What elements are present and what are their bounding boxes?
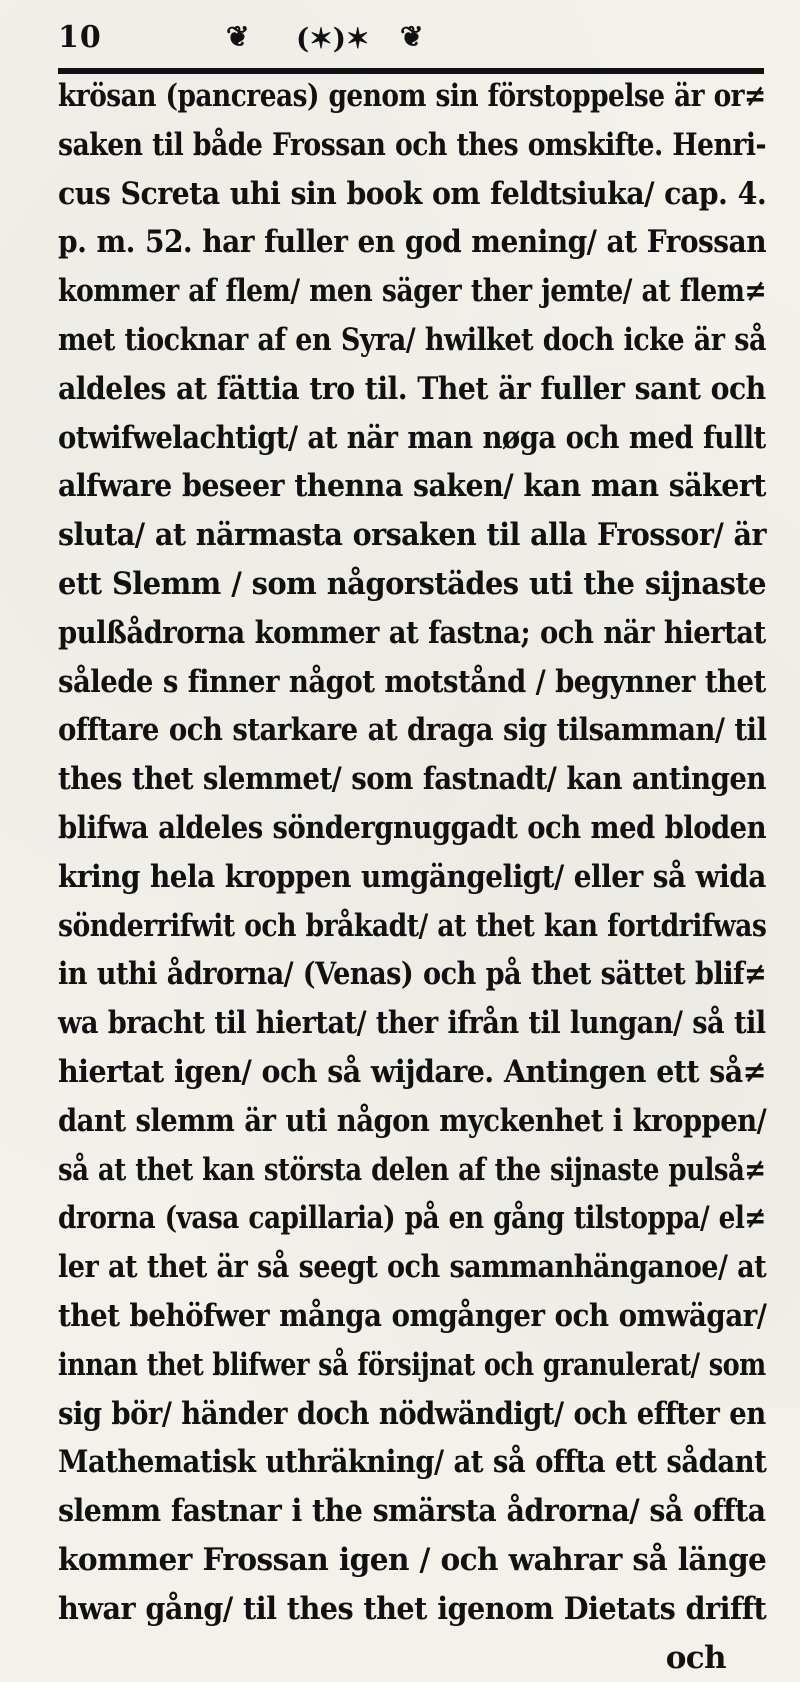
- text-line: sig bör/ händer doch nödwändigt/ och effter en: [58, 1390, 685, 1439]
- text-line: in uthi ådrorna/ (Venas) och på thet sättet blif≠: [58, 950, 678, 999]
- text-line: innan thet blifwer så försijnat och granulerat/ som: [58, 1341, 642, 1390]
- text-line: thet behöfwer många omgånger och omwägar/: [58, 1292, 693, 1341]
- text-line: thes thet slemmet/ som fastnadt/ kan antingen: [58, 755, 689, 804]
- text-line: sönderrifwit och bråkadt/ at thet kan fortdrifwas: [58, 902, 666, 951]
- text-line: sålede s finner något motstånd / begynner thet: [58, 658, 687, 707]
- text-line: otwifwelachtigt/ at när man nøga och med fullt: [58, 414, 685, 463]
- text-line: drorna (vasa capillaria) på en gång tilstoppa/ el≠: [58, 1194, 661, 1243]
- text-line: hwar gång/ til thes thet igenom Dietats drifft: [58, 1585, 713, 1634]
- running-head-ornament: (✶)✶: [296, 22, 369, 55]
- text-line: alfware beseer thenna saken/ kan man säkert: [58, 462, 708, 511]
- text-line: blifwa aldeles söndergnuggadt och med bloden: [58, 804, 685, 853]
- text-line: ett Slemm / som någorstädes uti the sijnaste: [58, 560, 719, 609]
- text-line: dant slemm är uti någon myckenhet i kroppen/: [58, 1097, 685, 1146]
- text-line: cus Screta uhi sin book om feldtsiuka/ cap. 4.: [58, 170, 706, 219]
- text-line: krösan (pancreas) genom sin förstoppelse är or≠: [58, 72, 661, 121]
- fleuron-ornament-left: ❦: [226, 20, 249, 53]
- text-line: kring hela kroppen umgängeligt/ eller så wida: [58, 853, 697, 902]
- fleuron-ornament-right: ❦: [400, 20, 423, 53]
- text-line: aldeles at fättia tro til. Thet är fuller sant och: [58, 365, 705, 414]
- text-line: ler at thet är så seegt och sammanhänganoe/ at: [58, 1243, 677, 1292]
- catchword: och: [58, 1634, 766, 1682]
- page-number: 10: [58, 20, 102, 55]
- text-line: hiertat igen/ och så wijdare. Antingen ett så≠: [58, 1048, 709, 1097]
- text-line: wa bracht til hiertat/ ther ifrån til lungan/ så til: [58, 999, 679, 1048]
- text-line: så at thet kan största delen af the sijnaste pulså≠: [58, 1146, 653, 1195]
- text-line: saken til både Frossan och thes omskifte. Henri-: [58, 121, 667, 170]
- text-line: slemm fastnar i the smärsta ådrorna/ så offta: [58, 1487, 709, 1536]
- text-line: Mathematisk uthräkning/ at så offta ett sådant: [58, 1438, 687, 1487]
- text-line: offtare och starkare at draga sig tilsamman/ til: [58, 706, 687, 755]
- text-line: kommer af flem/ men säger ther jemte/ at flem≠: [58, 267, 667, 316]
- text-line: met tiocknar af en Syra/ hwilket doch icke är så: [58, 316, 675, 365]
- text-line: pulßådrorna kommer at fastna; och när hiertat: [58, 609, 685, 658]
- body-text: [58, 72, 766, 1682]
- text-line: kommer Frossan igen / och wahrar så länge: [58, 1536, 734, 1585]
- text-line: p. m. 52. har fuller en god mening/ at Frossan: [58, 218, 699, 267]
- page-header: [58, 18, 758, 58]
- text-line: sluta/ at närmasta orsaken til alla Frossor/ är: [58, 511, 711, 560]
